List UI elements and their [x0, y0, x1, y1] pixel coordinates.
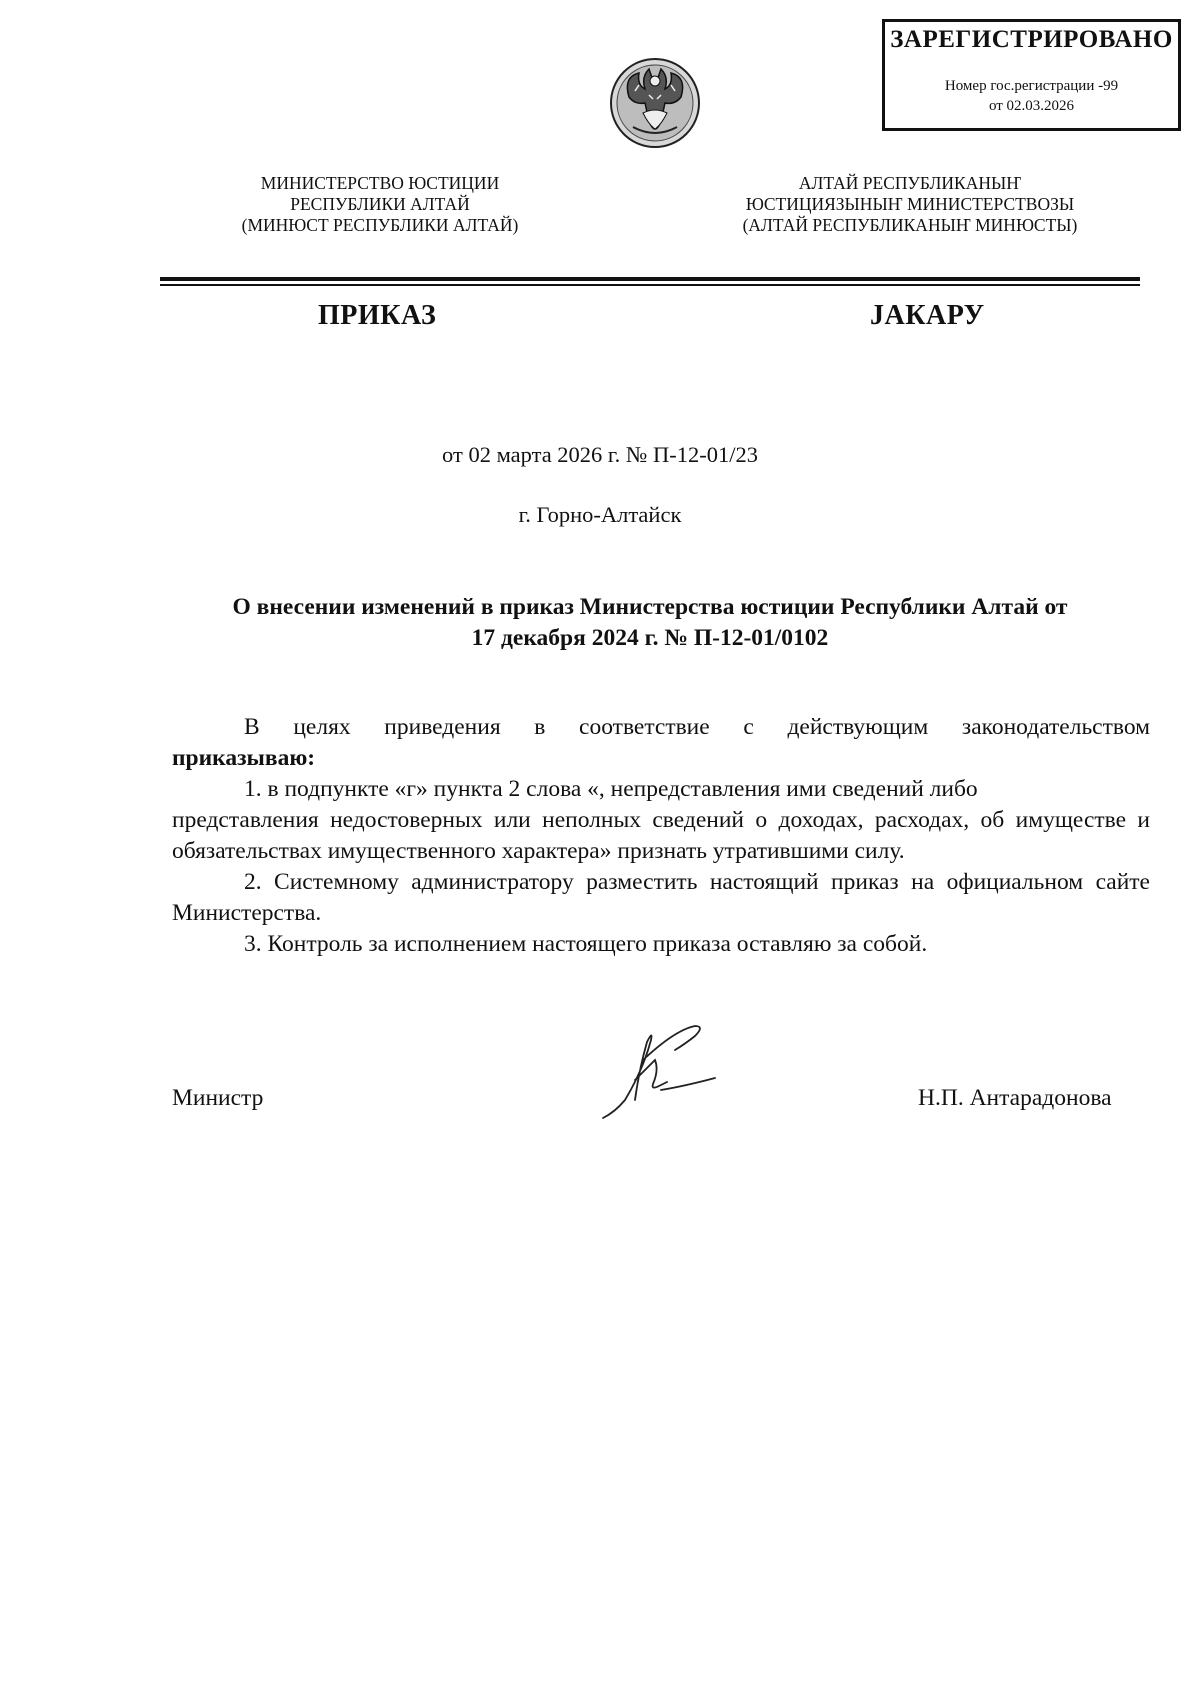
header-line: (МИНЮСТ РЕСПУБЛИКИ АЛТАЙ): [241, 215, 519, 235]
header-line: РЕСПУБЛИКИ АЛТАЙ: [290, 194, 470, 214]
signatory-name: Н.П. Антарадонова: [918, 1085, 1112, 1111]
altai-republic-coat-of-arms-icon: [609, 55, 701, 151]
subject-line: О внесении изменений в приказ Министерства юстиции Республики Алтай от: [232, 594, 1068, 620]
handwritten-signature-icon: [595, 1020, 735, 1120]
stamp-reg-number: Номер гос.регистрации -99: [944, 78, 1119, 94]
ministry-header-altai: [700, 173, 1120, 236]
body-item-2: 2. Системному администратору разместить настоящий приказ на официальном сайте Министерства.: [172, 869, 1150, 926]
order-title-russian: ПРИКАЗ: [318, 300, 437, 331]
header-divider-thick: [160, 277, 1140, 281]
order-dateline: от 02 марта 2026 г. № П-12-01/23: [442, 442, 758, 467]
body-preamble: В целях приведения в соответствие с действующим законодательством: [244, 714, 1150, 740]
header-line: МИНИСТЕРСТВО ЮСТИЦИИ: [260, 173, 500, 193]
subject-line: 17 декабря 2024 г. № П-12-01/0102: [471, 625, 829, 651]
order-title-altai: ЈАКАРУ: [870, 300, 985, 331]
stamp-reg-date: от 02.03.2026: [988, 98, 1075, 114]
stamp-title: ЗАРЕГИСТРИРОВАНО: [890, 26, 1173, 53]
registration-stamp: [882, 19, 1181, 131]
order-subject: [160, 592, 1140, 654]
body-item-1-rest: представления недостоверных или неполных сведений о доходах, расходах, об имуществе и обязательствах имущественного характера» признать утратившими силу.: [172, 807, 1150, 864]
body-directive: приказываю:: [172, 745, 316, 771]
ministry-header-russian: [190, 173, 570, 236]
header-line: (АЛТАЙ РЕСПУБЛИКАНЫҤ МИНЮСТЫ): [742, 215, 1078, 235]
order-body: [172, 712, 1150, 960]
order-city: г. Горно-Алтайск: [518, 502, 682, 527]
signatory-position: Министр: [172, 1085, 264, 1111]
header-line: АЛТАЙ РЕСПУБЛИКАНЫҤ: [798, 173, 1022, 193]
body-item-3: 3. Контроль за исполнением настоящего приказа оставляю за собой.: [244, 931, 928, 957]
header-divider-thin: [160, 284, 1140, 286]
header-line: ЮСТИЦИЯЗЫНЫҤ МИНИСТЕРСТВОЗЫ: [745, 194, 1075, 214]
body-item-1-first-line: 1. в подпункте «г» пункта 2 слова «, непредставления ими сведений либо: [244, 776, 978, 802]
